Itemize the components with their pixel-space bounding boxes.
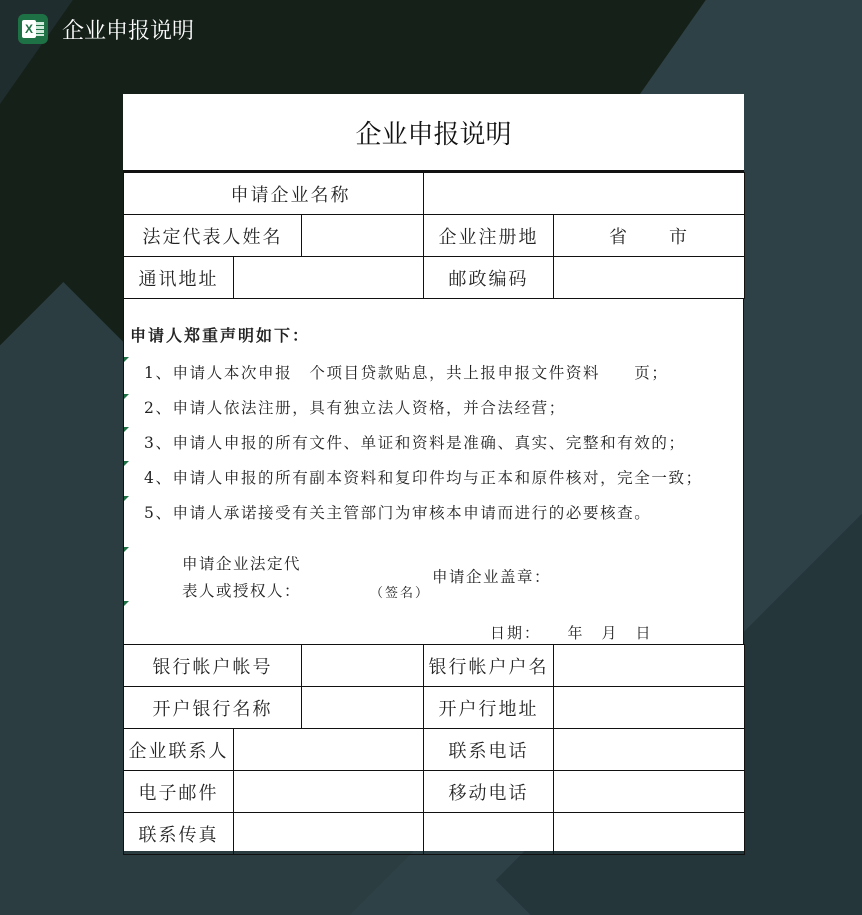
empty-cell[interactable] [424,813,554,855]
label-legal-rep: 法定代表人姓名 [124,215,302,257]
field-postcode[interactable] [554,257,745,299]
table-row [124,687,745,729]
document-sheet [123,94,744,851]
declaration-heading: 申请人郑重声明如下： [130,326,311,345]
field-legal-rep[interactable] [302,215,424,257]
declaration-item: 2、申请人依法注册，具有独立法人资格，并合法经营； [144,399,566,417]
label-email: 电子邮件 [124,771,234,813]
field-reg-location[interactable]: 省 市 [554,215,745,257]
field-fax[interactable] [234,813,424,855]
field-bank-address[interactable] [554,687,745,729]
label-bank-name: 开户银行名称 [124,687,302,729]
form-table-bottom [123,644,745,855]
empty-cell[interactable] [554,813,745,855]
declaration-item: 1、申请人本次申报 个项目贷款贴息，共上报申报文件资料 页； [144,364,669,382]
signature-note: （签名） [370,586,431,601]
table-row [124,215,745,257]
label-contact: 企业联系人 [124,729,234,771]
declaration-item: 3、申请人申报的所有文件、单证和资料是准确、真实、完整和有效的； [144,434,686,452]
label-bank-address: 开户行地址 [424,687,554,729]
field-account-name[interactable] [554,645,745,687]
label-fax: 联系传真 [124,813,234,855]
label-phone: 联系电话 [424,729,554,771]
app-header [18,13,194,45]
field-contact[interactable] [234,729,424,771]
table-row [124,257,745,299]
field-mobile[interactable] [554,771,745,813]
field-email[interactable] [234,771,424,813]
signer-label: 表人或授权人： [182,582,302,600]
declaration-item: 4、申请人申报的所有副本资料和复印件均与正本和原件核对，完全一致； [144,469,703,487]
label-reg-location: 企业注册地 [424,215,554,257]
label-postcode: 邮政编码 [424,257,554,299]
field-bank-name[interactable] [302,687,424,729]
field-bank-account[interactable] [302,645,424,687]
form-table-top [123,172,745,299]
signer-label: 申请企业法定代 [182,555,302,573]
excel-icon: X [18,14,48,44]
field-company-name[interactable] [424,173,745,215]
label-company-name: 申请企业名称 [124,173,424,215]
seal-label: 申请企业盖章： [432,568,552,586]
table-row [124,173,745,215]
label-bank-account: 银行帐户帐号 [124,645,302,687]
date-line: 日期： 年 月 日 [490,624,653,642]
declaration-item: 5、申请人承诺接受有关主管部门为审核本申请而进行的必要核查。 [144,504,652,522]
declaration-section [123,299,744,644]
label-account-name: 银行帐户户名 [424,645,554,687]
document-title: 企业申报说明 [123,94,744,172]
table-row [124,645,745,687]
table-row [124,771,745,813]
field-phone[interactable] [554,729,745,771]
app-title: 企业申报说明 [62,17,195,43]
field-address[interactable] [234,257,424,299]
table-row [124,729,745,771]
table-row [124,813,745,855]
label-mobile: 移动电话 [424,771,554,813]
label-address: 通讯地址 [124,257,234,299]
